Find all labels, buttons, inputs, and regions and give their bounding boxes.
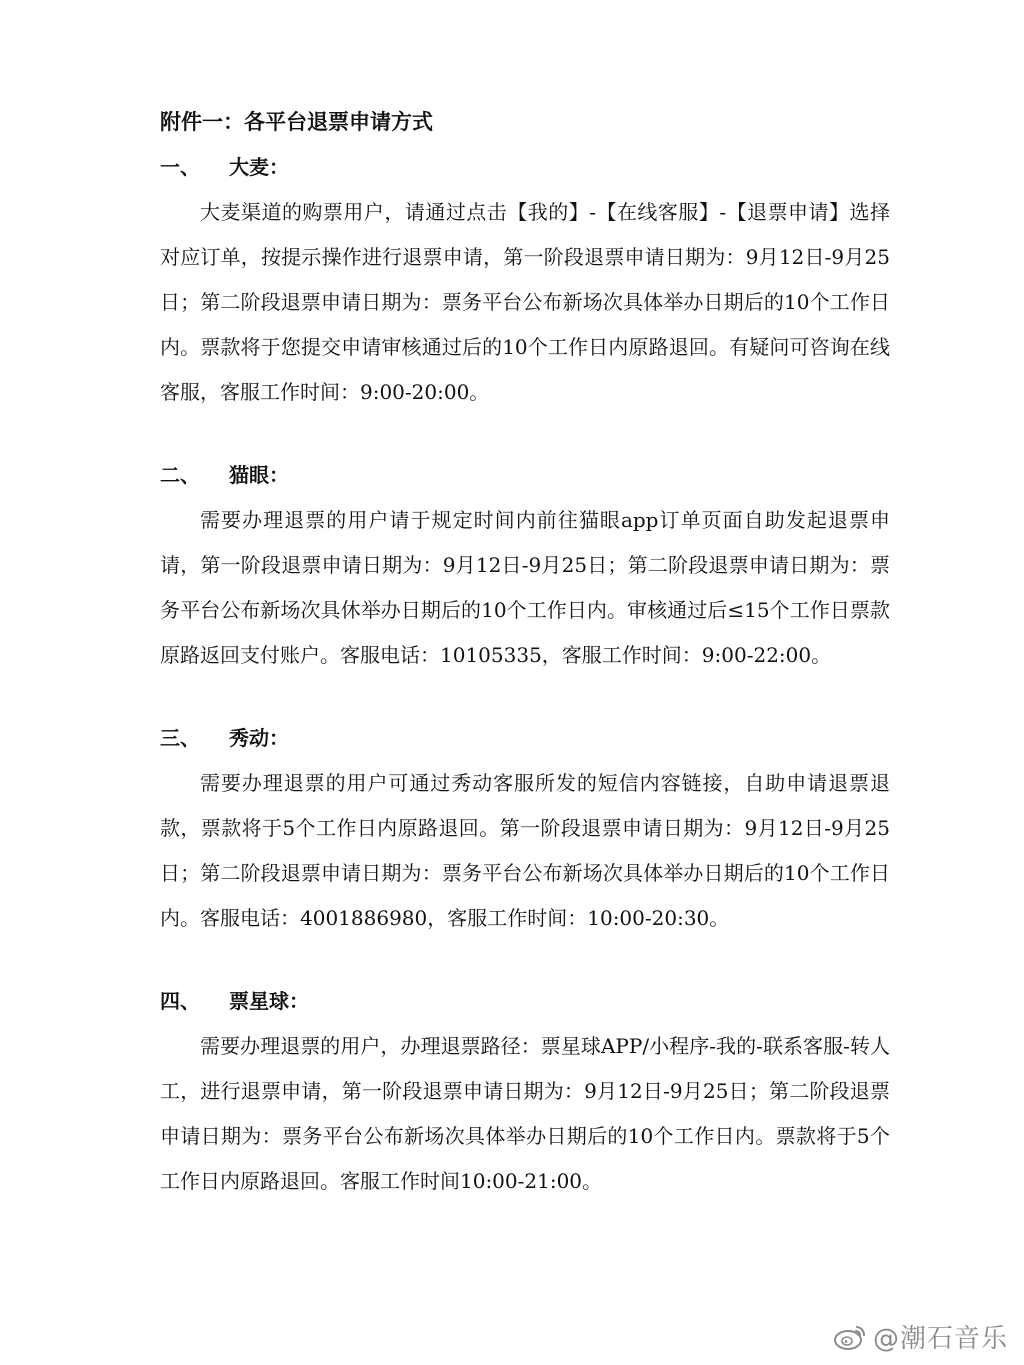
section-body: 需要办理退票的用户可通过秀动客服所发的短信内容链接，自助申请退票退款，票款将于5个工作日内原路退回。第一阶段退票申请日期为：9月12日-9月25日；第二阶段退票申请日期为：票务平台公布新场次具体举办日期后的10个工作日内。客服电话：4001886980，客服工作时间：10:00-20:30。 — [160, 771, 890, 930]
watermark-text: @潮石音乐 — [872, 1324, 1008, 1354]
document-page — [160, 100, 890, 1204]
weibo-icon — [833, 1322, 867, 1352]
section-platform: 猫眼： — [228, 463, 289, 487]
section-number: 四、 — [160, 989, 200, 1013]
document-title: 附件一：各平台退票申请方式 — [160, 110, 433, 134]
section-platform: 秀动： — [228, 726, 289, 750]
section-body: 需要办理退票的用户请于规定时间内前往猫眼app订单页面自助发起退票申请，第一阶段退票申请日期为：9月12日-9月25日；第二阶段退票申请日期为：票务平台公布新场次具休举办日期后的10个工作日内。审核通过后≤15个工作日票款原路返回支付账户。客服电话：10105335，客服工作时间：9:00-22:00。 — [160, 508, 890, 667]
section-number: 二、 — [160, 463, 200, 487]
section-xiudong — [160, 716, 890, 941]
section-heading — [160, 979, 890, 1024]
section-number: 一、 — [160, 155, 200, 179]
section-number: 三、 — [160, 726, 200, 750]
section-body: 大麦渠道的购票用户，请通过点击【我的】-【在线客服】-【退票申请】选择对应订单，按提示操作进行退票申请，第一阶段退票申请日期为：9月12日-9月25日；第二阶段退票申请日期为：票务平台公布新场次具体举办日期后的10个工作日内。票款将于您提交申请审核通过后的10个工作日内原路退回。有疑问可咨询在线客服，客服工作时间：9:00-20:00。 — [160, 200, 890, 404]
section-heading — [160, 453, 890, 498]
section-heading — [160, 716, 890, 761]
section-maoyan — [160, 453, 890, 678]
section-body: 需要办理退票的用户，办理退票路径：票星球APP/小程序-我的-联系客服-转人工，进行退票申请，第一阶段退票申请日期为：9月12日-9月25日；第二阶段退票申请日期为：票务平台公布新场次具体举办日期后的10个工作日内。票款将于5个工作日内原路退回。客服工作时间10:00-21:00。 — [160, 1034, 890, 1193]
section-heading — [160, 145, 890, 190]
section-damai — [160, 145, 890, 415]
section-piaoxingqiu — [160, 979, 890, 1204]
section-platform: 大麦： — [228, 155, 289, 179]
weibo-watermark — [833, 1318, 1008, 1355]
section-platform: 票星球： — [228, 989, 309, 1013]
